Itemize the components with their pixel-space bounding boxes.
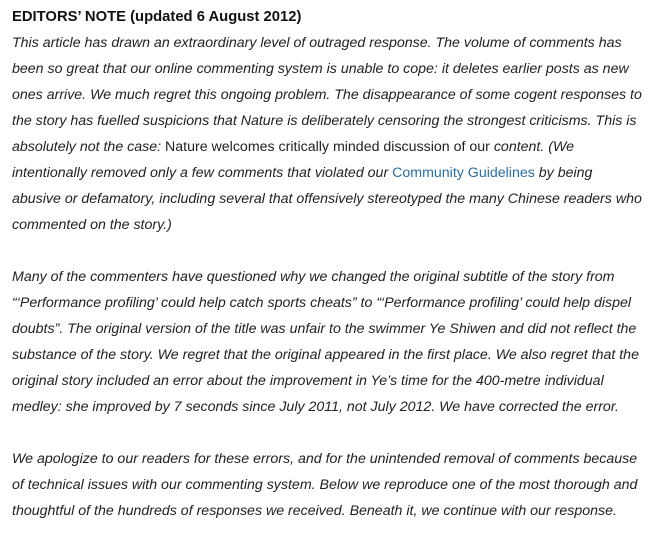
paragraph-1-text-upright: Nature welcomes critically minded discussion of our [165,139,490,155]
paragraph-1-text-c: by being abusive or defamatory, including several that offensively stereotyped the many Chinese readers who commented on the story.) [12,165,642,233]
paragraph-1-text-a: This article has drawn an extraordinary level of outraged response. The volume of comments has been so great that our online commenting system is unable to cope: it deletes earlier posts as new ones arrive. We much regret this ongoing problem. The disappearance of some cogent responses to the story has fuelled suspicions that Nature is deliberately censoring the strongest criticisms. This is absolutely not the case: [12,35,642,155]
note-paragraph-1 [12,30,644,238]
note-paragraph-2: Many of the commenters have questioned why we changed the original subtitle of the story from “‘Performance profiling’ could help catch sports cheats” to “‘Performance profiling’ could help dispel doubts”. The original version of the title was unfair to the swimmer Ye Shiwen and did not reflect the substance of the story. We regret that the original appeared in the first place. We also regret that the original story included an error about the improvement in Ye’s time for the 400-metre individual medley: she improved by 7 seconds since July 2011, not July 2012. We have corrected the error. [12,269,639,415]
editors-note [12,4,644,524]
community-guidelines-link[interactable]: Community Guidelines [392,165,535,181]
paragraph-1-text-b: content. (We intentionally removed only a few comments that violated our [12,139,575,181]
note-paragraph-3: We apologize to our readers for these errors, and for the unintended removal of comments because of technical issues with our commenting system. Below we reproduce one of the most thorough and thoughtful of the hundreds of responses we received. Beneath it, we continue with our response. [12,451,638,519]
note-heading: EDITORS’ NOTE (updated 6 August 2012) [12,9,302,25]
